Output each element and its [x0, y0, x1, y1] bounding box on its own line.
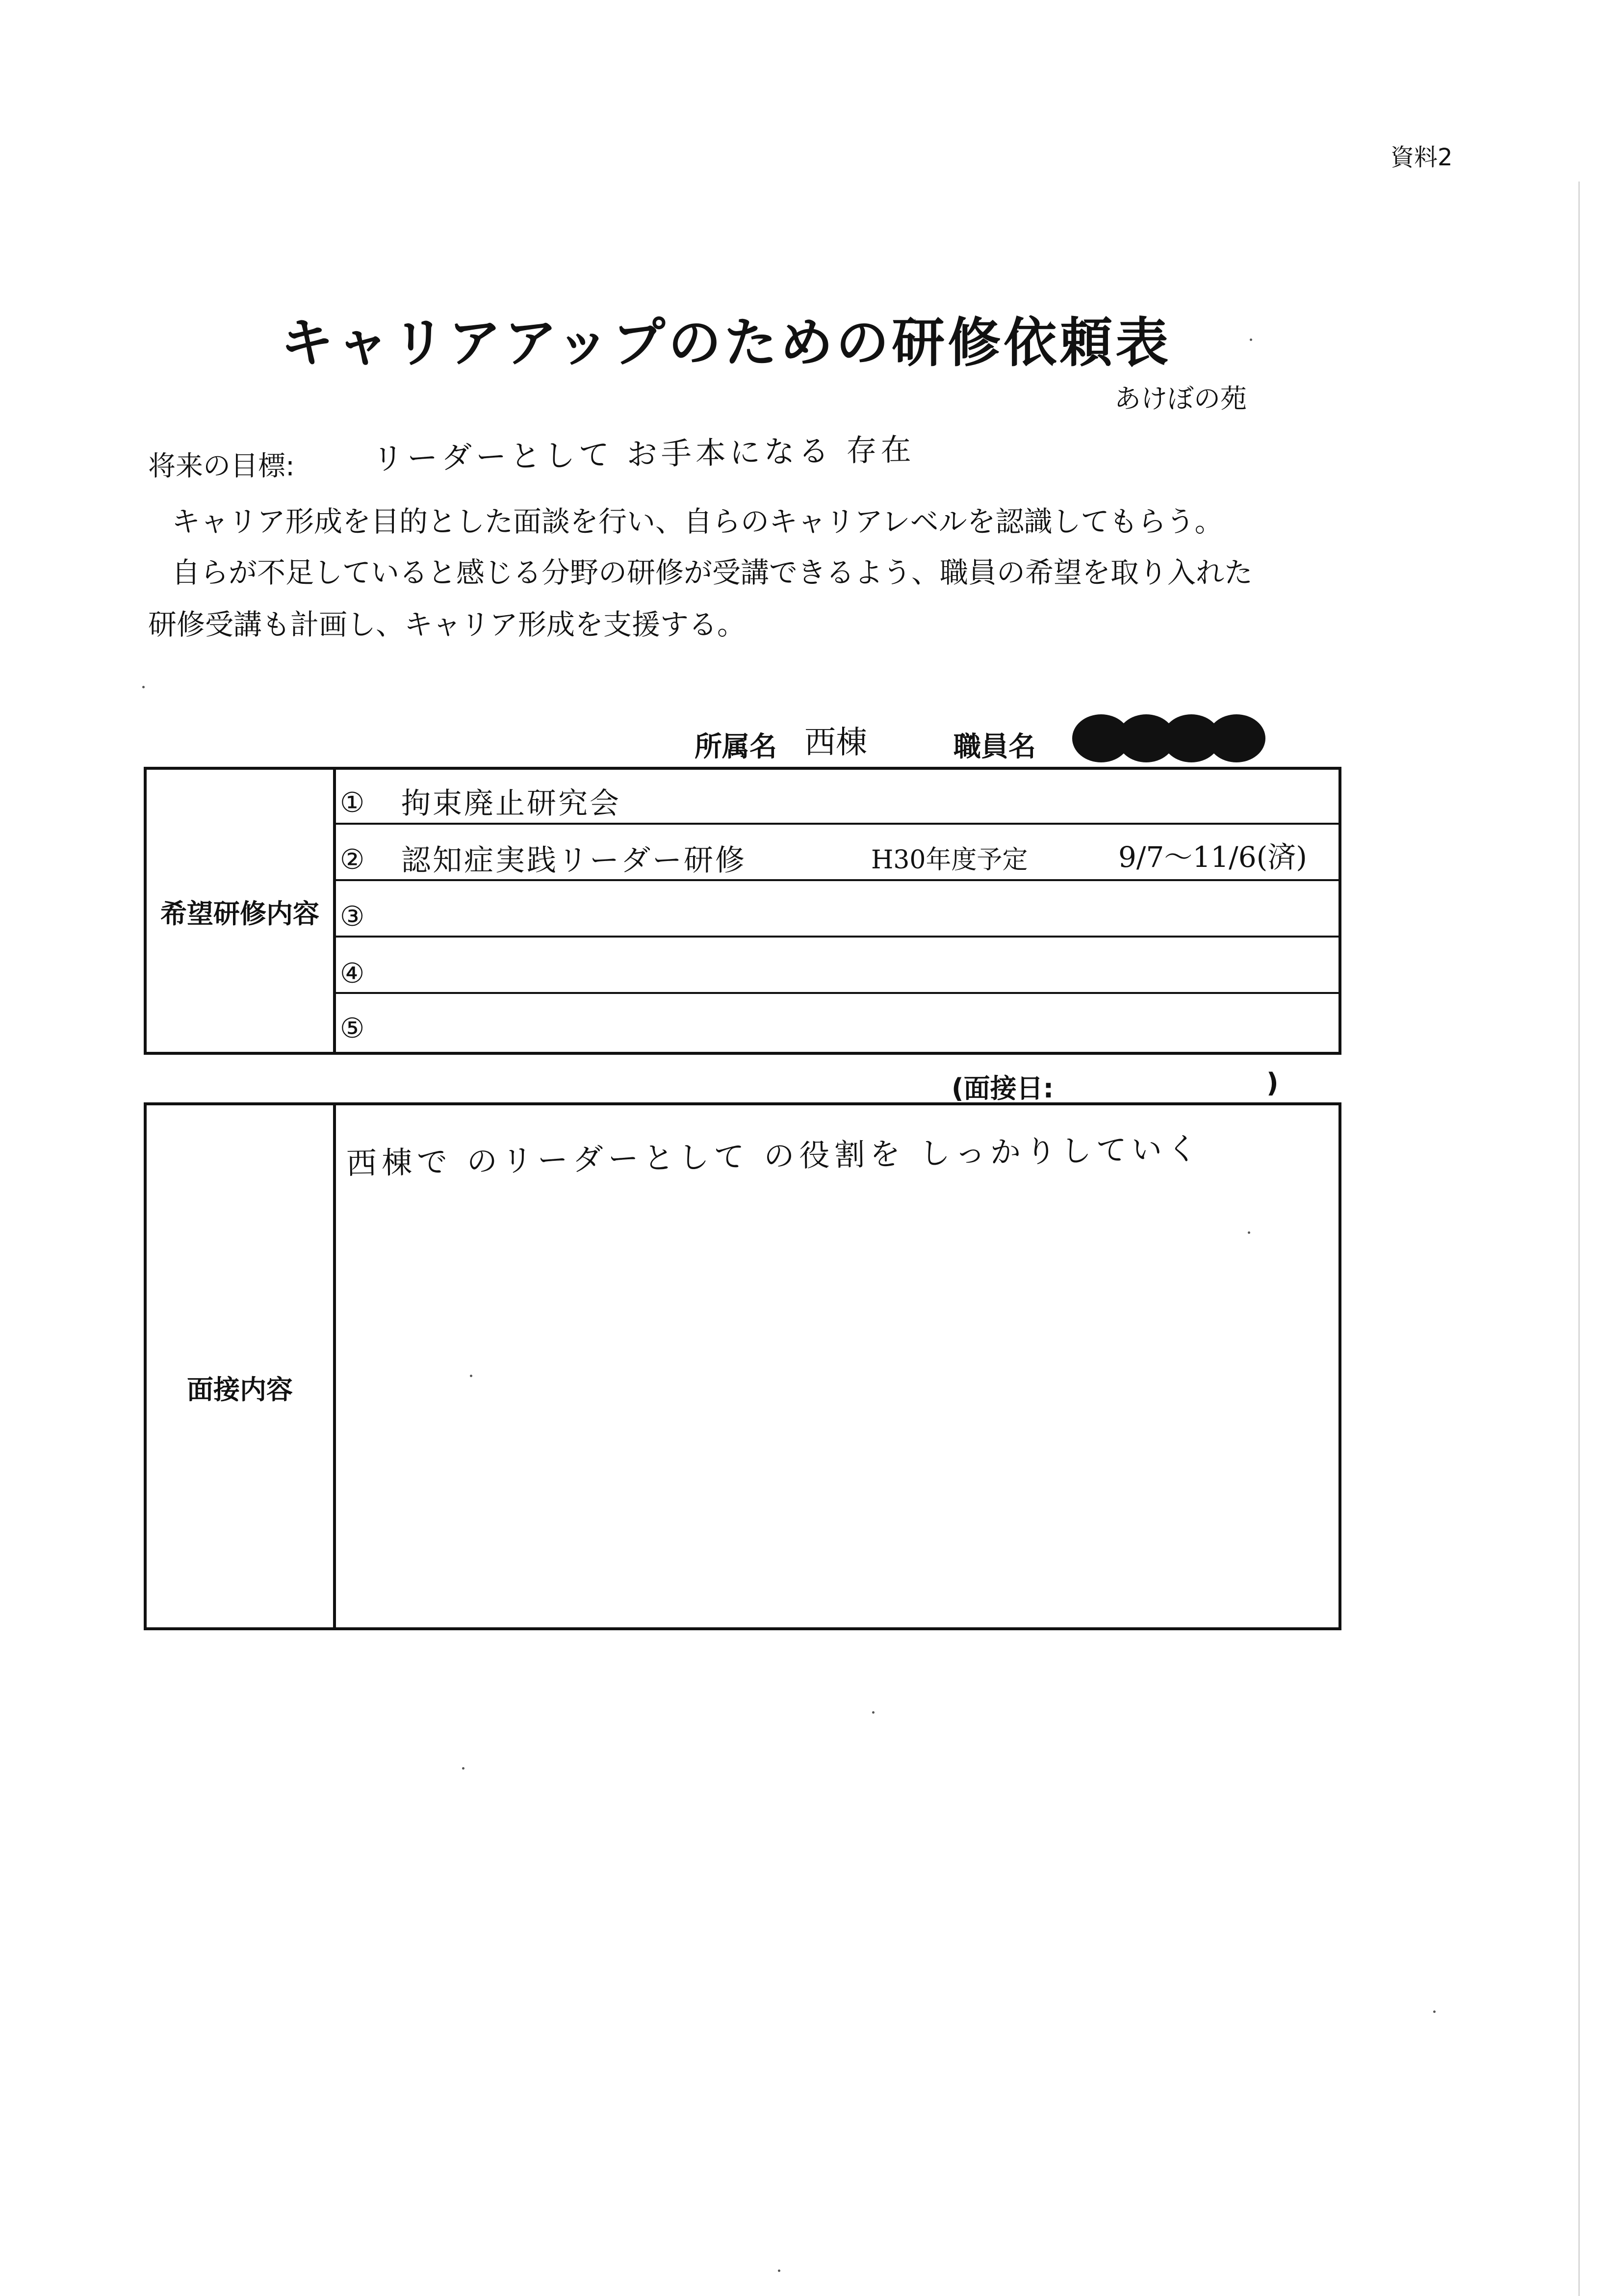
description-paragraph-3: 研修受講も計画し、キャリア形成を支援する。 [148, 608, 746, 641]
row-rule [336, 992, 1341, 994]
training-request-label: 希望研修内容 [160, 898, 319, 929]
row-number-1: ① [340, 787, 365, 819]
organization-name: あけぼの苑 [1114, 383, 1247, 414]
scan-edge-line [1578, 182, 1580, 2296]
table-divider [333, 1102, 336, 1630]
scan-speck [778, 2270, 780, 2272]
scan-speck [142, 686, 145, 688]
affiliation-value: 西棟 [804, 725, 867, 761]
staff-name-redaction [1072, 714, 1268, 762]
redaction-blot [1208, 714, 1265, 762]
description-paragraph-2: 自らが不足していると感じる分野の研修が受講できるよう、職員の希望を取り入れた [172, 556, 1253, 589]
training-row-2-note: H30年度予定 [871, 845, 1028, 875]
row-number-2: ② [340, 844, 365, 876]
interview-date-close: ) [1266, 1068, 1279, 1098]
staff-name-label: 職員名 [953, 731, 1036, 763]
row-rule [336, 879, 1341, 881]
interview-content-label: 面接内容 [187, 1374, 293, 1405]
scan-speck [1248, 1231, 1250, 1234]
description-paragraph-1: キャリア形成を目的とした面談を行い、自らのキャリアレベルを認識してもらう。 [172, 505, 1223, 538]
table-divider [333, 767, 336, 1055]
row-number-5: ⑤ [340, 1013, 365, 1044]
training-row-1-text: 拘束廃止研究会 [401, 786, 621, 821]
scan-speck [1250, 339, 1252, 341]
row-number-4: ④ [340, 958, 365, 990]
document-reference: 資料2 [1390, 144, 1453, 171]
scan-speck [872, 1711, 875, 1714]
interview-table [144, 1102, 1341, 1630]
scan-speck [462, 1767, 464, 1770]
document-title: キャリアアップのための研修依頼表 [280, 313, 1172, 374]
row-number-3: ③ [340, 901, 365, 933]
interview-date-label: (面接日: [952, 1073, 1054, 1104]
training-row-2-text: 認知症実践リーダー研修 [401, 843, 747, 878]
row-rule [336, 936, 1341, 938]
training-row-2-dates: 9/7〜11/6(済) [1118, 840, 1307, 874]
scan-speck [470, 1375, 472, 1377]
scan-speck [1433, 2010, 1436, 2013]
interview-content-handwritten: 西棟で のリーダーとして の役割を しっかりしていく [346, 1130, 1203, 1181]
row-rule [336, 823, 1341, 825]
affiliation-label: 所属名 [695, 731, 777, 763]
goal-label: 将来の目標: [148, 450, 295, 482]
goal-handwritten: リーダーとして お手本になる 存在 [372, 431, 916, 477]
